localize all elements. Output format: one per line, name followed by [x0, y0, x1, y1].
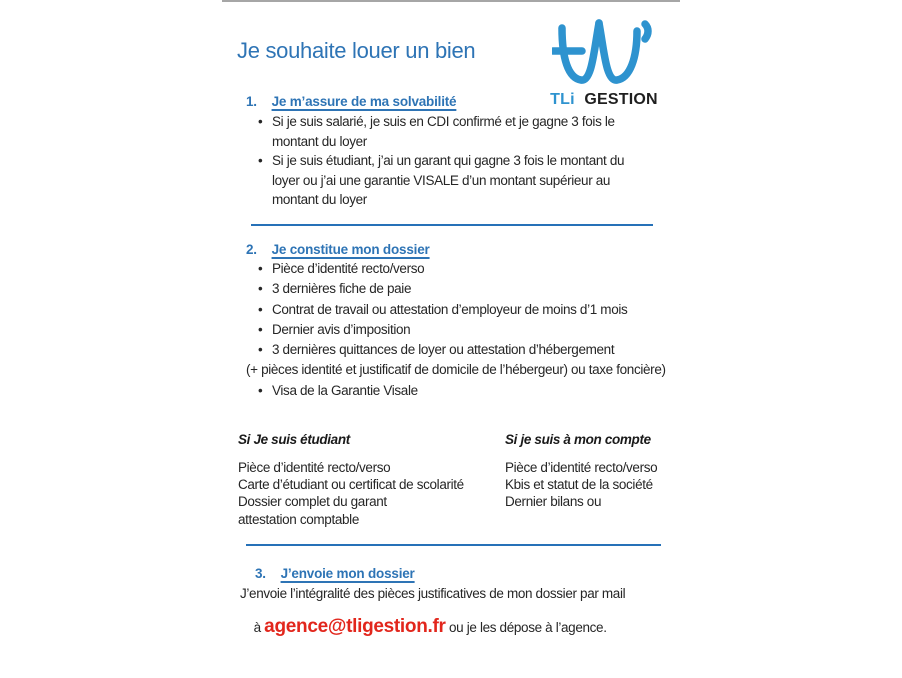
list-item: • Visa de la Garantie Visale [246, 381, 670, 401]
list-item: Carte d’étudiant ou certificat de scolarité [238, 477, 464, 493]
section3-number: 3. [255, 566, 266, 581]
email-link[interactable]: agence@tligestion.fr [264, 616, 446, 637]
student-column-heading: Si Je suis étudiant [238, 432, 350, 447]
list-item: Dernier bilans ou [505, 494, 602, 510]
list-item: • Si je suis salarié, je suis en CDI confirmé et je gagne 3 fois le montant du loyer [246, 112, 652, 151]
list-item: Pièce d’identité recto/verso [505, 460, 658, 475]
student-column [238, 432, 523, 528]
dossier-note: (+ pièces identité et justificatif de domicile de l’hébergeur) ou taxe foncière) [246, 362, 666, 378]
dossier-list-continued [246, 381, 670, 401]
list-item: • Dernier avis d’imposition [246, 320, 670, 340]
logo-brand-blue: TLi [550, 91, 575, 108]
logo [543, 14, 665, 109]
send-email-line [240, 601, 680, 653]
section3-title: J’envoie mon dossier [280, 566, 415, 581]
send-instructions: J’envoie l’intégralité des pièces justificatives de mon dossier par mail [240, 586, 626, 601]
section2-heading [246, 242, 430, 257]
section2-number: 2. [246, 242, 257, 257]
list-item: attestation comptable [238, 511, 359, 527]
student-column-list [238, 459, 523, 528]
section2-title: Je constitue mon dossier [271, 242, 430, 257]
list-item: • Si je suis étudiant, j’ai un garant qui gagne 3 fois le montant du loyer ou j’ai une garantie VISALE d’un montant supérieur au montant du loyer [246, 151, 652, 210]
section3-heading [255, 566, 415, 581]
section1-title: Je m’assure de ma solvabilité [271, 94, 457, 109]
email-suffix: ou je les dépose à l’agence. [445, 620, 607, 635]
list-item: Kbis et statut de la société [505, 477, 653, 493]
section-divider [246, 544, 661, 546]
top-rule [222, 0, 680, 2]
list-item: • 3 dernières fiche de paie [246, 279, 670, 299]
self-employed-column-list [505, 459, 700, 511]
email-prefix: à [253, 620, 265, 635]
page-title: Je souhaite louer un bien [237, 38, 476, 63]
section1-heading [246, 94, 456, 109]
tli-logo-icon [552, 14, 656, 88]
section-divider [251, 224, 653, 226]
list-item: • Contrat de travail ou attestation d’employeur de moins d’1 mois [246, 300, 670, 320]
solvency-list [246, 112, 652, 210]
list-item: • Pièce d’identité recto/verso [246, 259, 670, 279]
section1-body [246, 112, 652, 210]
self-employed-column-heading: Si je suis à mon compte [505, 432, 651, 447]
section1-number: 1. [246, 94, 257, 109]
list-item: Pièce d’identité recto/verso [238, 460, 391, 475]
self-employed-column [505, 432, 700, 511]
list-item: Dossier complet du garant [238, 494, 387, 510]
logo-brand-dark: GESTION [584, 91, 658, 108]
logo-caption [543, 91, 665, 109]
list-item: • 3 dernières quittances de loyer ou attestation d’hébergement [246, 340, 670, 360]
dossier-list [246, 259, 670, 360]
section2-body [246, 259, 670, 401]
